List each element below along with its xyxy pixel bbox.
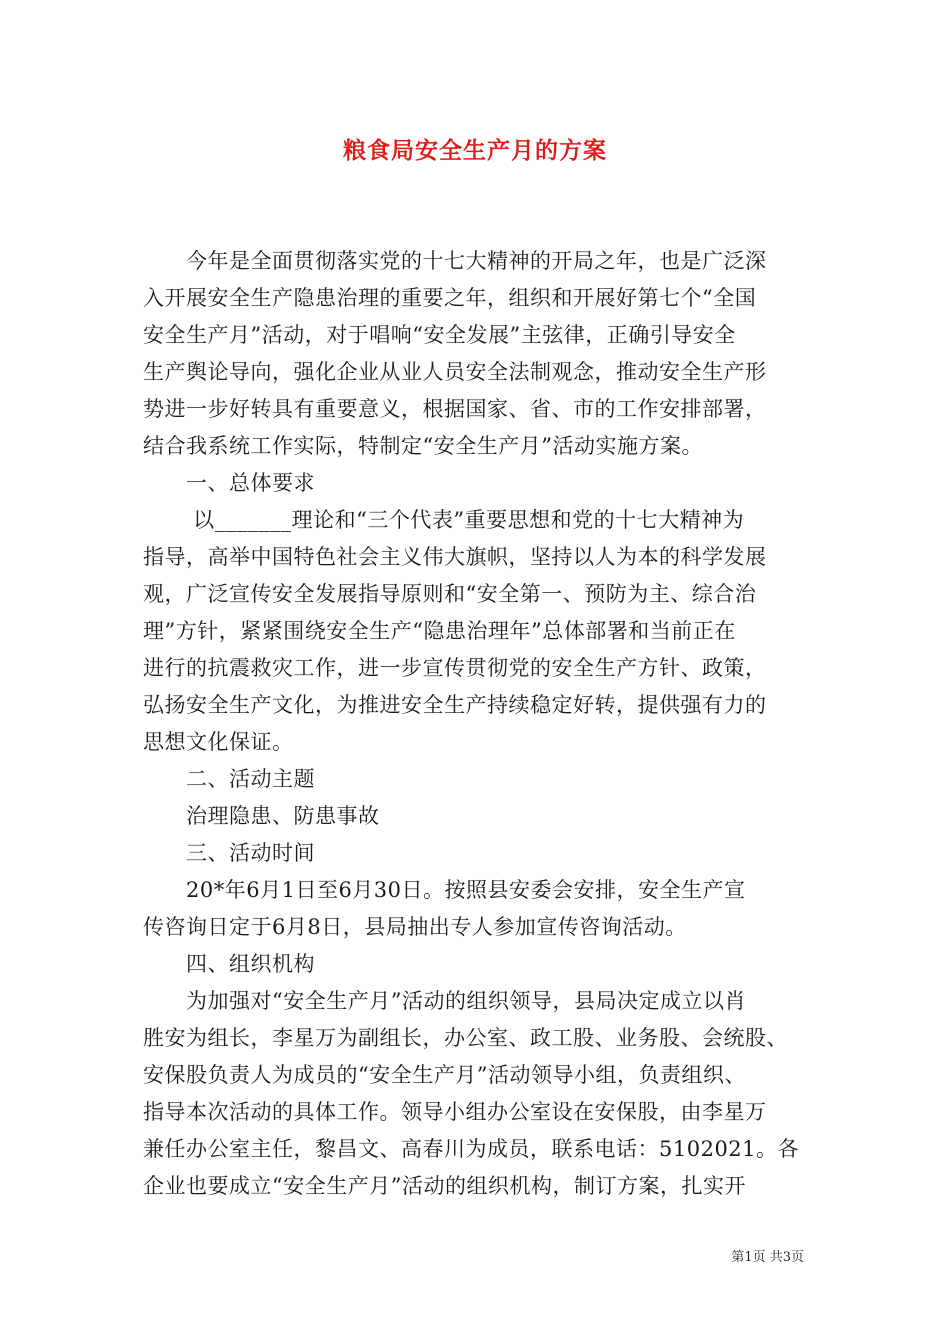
section-heading: 三、活动时间	[143, 841, 315, 865]
section-heading: 一、总体要求	[143, 471, 315, 495]
body-line: 生产舆论导向，强化企业从业人员安全法制观念，推动安全生产形	[143, 360, 767, 384]
body-line: 观，广泛宣传安全发展指导原则和“安全第一、预防为主、综合治	[143, 582, 757, 606]
body-line: 以_______理论和“三个代表”重要思想和党的十七大精神为	[143, 508, 745, 532]
body-line: 安全生产月”活动，对于唱响“安全发展”主弦律，正确引导安全	[143, 323, 736, 347]
section-heading: 四、组织机构	[143, 952, 315, 976]
body-line: 今年是全面贯彻落实党的十七大精神的开局之年，也是广泛深	[143, 249, 767, 273]
body-line: 20*年6月1日至6月30日。按照县安委会安排，安全生产宣	[143, 878, 746, 902]
body-line: 思想文化保证。	[143, 730, 294, 754]
body-line: 势进一步好转具有重要意义，根据国家、省、市的工作安排部署，	[143, 397, 767, 421]
body-line: 弘扬安全生产文化，为推进安全生产持续稳定好转，提供强有力的	[143, 693, 767, 717]
body-line: 入开展安全生产隐患治理的重要之年，组织和开展好第七个“全国	[143, 286, 757, 310]
body-line: 治理隐患、防患事故	[143, 804, 380, 828]
body-line: 传咨询日定于6月8日，县局抽出专人参加宣传咨询活动。	[143, 915, 687, 939]
body-line: 指导本次活动的具体工作。领导小组办公室设在安保股，由李星万	[143, 1100, 767, 1124]
body-line: 结合我系统工作实际，特制定“安全生产月”活动实施方案。	[143, 434, 703, 458]
body-line: 理”方针，紧紧围绕安全生产“隐患治理年”总体部署和当前正在	[143, 619, 736, 643]
body-line: 指导，高举中国特色社会主义伟大旗帜，坚持以人为本的科学发展	[143, 545, 767, 569]
body-line: 兼任办公室主任，黎昌文、高春川为成员，联系电话：5102021。各	[143, 1137, 800, 1161]
body-line: 企业也要成立“安全生产月”活动的组织机构，制订方案，扎实开	[143, 1174, 746, 1198]
section-heading: 二、活动主题	[143, 767, 315, 791]
body-line: 安保股负责人为成员的“安全生产月”活动领导小组，负责组织、	[143, 1063, 746, 1087]
document-title: 粮食局安全生产月的方案	[343, 138, 607, 164]
body-line: 为加强对“安全生产月”活动的组织领导，县局决定成立以肖	[143, 989, 746, 1013]
page-number: 第1页 共3页	[731, 1250, 804, 1265]
body-line: 胜安为组长，李星万为副组长，办公室、政工股、业务股、会统股、	[143, 1026, 788, 1050]
body-line: 进行的抗震救灾工作，进一步宣传贯彻党的安全生产方针、政策，	[143, 656, 767, 680]
